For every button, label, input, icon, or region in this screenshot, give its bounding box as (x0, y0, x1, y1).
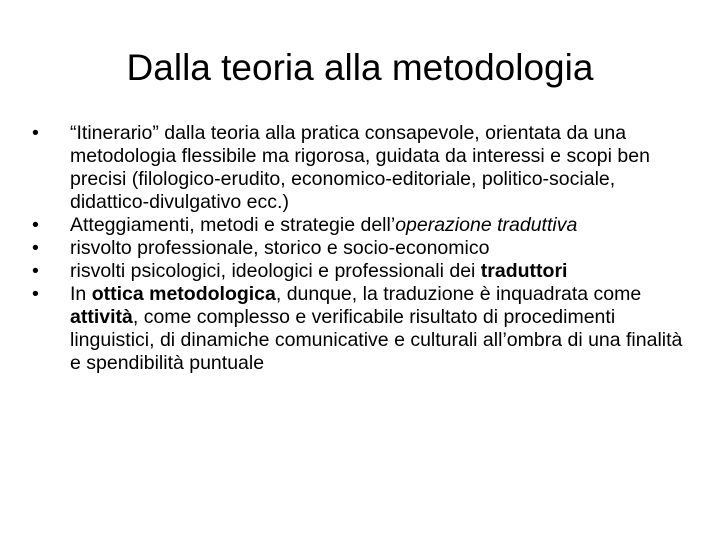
bullet-text-segment: operazione traduttiva (395, 214, 578, 236)
bullet-text-segment: In (70, 283, 92, 305)
bullet-text-segment: Atteggiamenti, metodi e strategie dell’ (70, 214, 396, 236)
bullet-item (32, 260, 692, 283)
bullet-text-segment: attività (70, 306, 133, 328)
bullet-item (32, 214, 692, 237)
bullet-text-segment: ottica metodologica (91, 283, 276, 305)
bullet-marker: • (32, 214, 39, 236)
bullet-text-segment: risvolto professionale, storico e socio-economico (70, 237, 490, 259)
bullet-text-segment: “Itinerario” dalla teoria alla pratica consapevole, orientata da una metodologia flessibile ma rigorosa, guidata da interessi e scopi ben precisi (filologico-erudito, economico-editoriale, politico-sociale, didattico-divulgativo ecc.) (70, 122, 650, 213)
bullet-item (32, 122, 692, 214)
slide-title: Dalla teoria alla metodologia (126, 47, 594, 88)
bullet-item (32, 283, 692, 375)
bullet-marker: • (32, 260, 39, 282)
bullet-marker: • (32, 122, 39, 144)
bullet-text-segment: risvolti psicologici, ideologici e professionali dei (70, 260, 481, 282)
bullet-item (32, 237, 692, 260)
bullet-list (32, 122, 692, 375)
bullet-text-segment: , dunque, la traduzione è inquadrata come (275, 283, 642, 305)
bullet-marker: • (32, 283, 39, 305)
bullet-text-segment: , come complesso e verificabile risultato di procedimenti linguistici, di dinamiche comunicative e culturali all’ombra di una finalità e spendibilità puntuale (70, 306, 683, 374)
bullet-text-segment: traduttori (480, 260, 568, 282)
bullet-marker: • (32, 237, 39, 259)
